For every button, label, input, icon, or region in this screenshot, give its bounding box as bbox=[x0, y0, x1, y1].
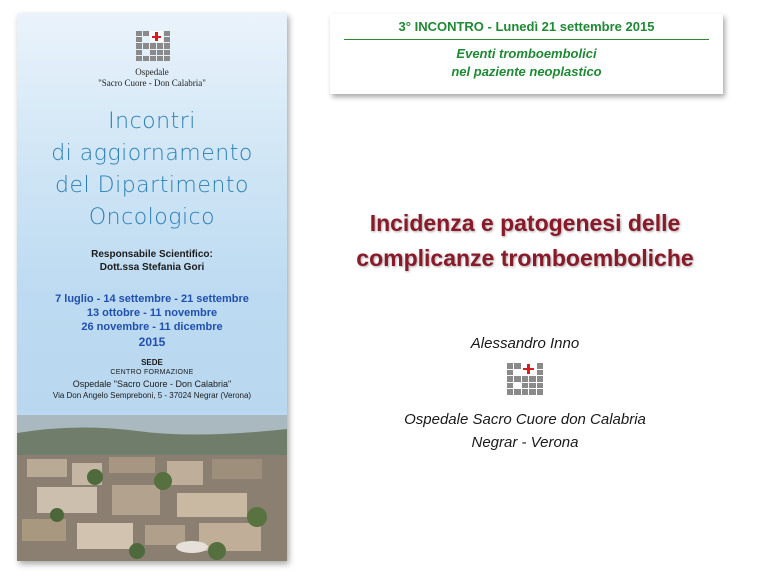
slide-title-line: complicanze tromboemboliche bbox=[356, 245, 694, 271]
brochure-dates-line: 7 luglio - 14 settembre - 21 settembre bbox=[55, 293, 249, 305]
brochure-hospital-subname: "Sacro Cuore - Don Calabria" bbox=[98, 78, 206, 88]
brochure-cover bbox=[17, 13, 287, 561]
brochure-sede-place: CENTRO FORMAZIONE bbox=[110, 369, 194, 376]
brochure-dates-line: 13 ottobre - 11 novembre bbox=[86, 307, 218, 319]
brochure-sede-hospital: Ospedale "Sacro Cuore - Don Calabria" bbox=[72, 379, 232, 389]
aerial-town-photo bbox=[17, 415, 287, 561]
brochure-title-line: del Dipartimento bbox=[55, 173, 249, 198]
brochure-sede-address: Via Don Angelo Sempreboni, 5 - 37024 Negrar (Verona) bbox=[52, 391, 252, 400]
brochure-responsible-name: Dott.ssa Stefania Gori bbox=[99, 262, 205, 273]
brochure-hospital-name: Ospedale bbox=[135, 67, 169, 77]
banner-divider bbox=[344, 39, 709, 40]
brochure-dates-line: 26 novembre - 11 dicembre bbox=[81, 321, 223, 333]
brochure-year: 2015 bbox=[138, 335, 166, 349]
slide-title-line: Incidenza e patogenesi delle bbox=[369, 210, 681, 236]
banner-heading: 3° INCONTRO - Lunedì 21 settembre 2015 bbox=[398, 19, 655, 34]
brochure-title-line: Incontri bbox=[108, 109, 196, 134]
hospital-logo-icon bbox=[507, 363, 543, 395]
hospital-logo-icon bbox=[136, 31, 170, 61]
event-banner bbox=[330, 14, 723, 94]
institution-location: Negrar - Verona bbox=[471, 434, 579, 451]
banner-subtitle-line: Eventi tromboembolici bbox=[456, 46, 597, 61]
brochure-responsible-label: Responsabile Scientifico: bbox=[91, 249, 213, 260]
brochure-title-line: Oncologico bbox=[88, 205, 216, 230]
brochure-title-line: di aggiornamento bbox=[51, 141, 253, 166]
institution-name: Ospedale Sacro Cuore don Calabria bbox=[404, 411, 646, 428]
brochure-sede-label: SEDE bbox=[141, 358, 163, 367]
author-name: Alessandro Inno bbox=[470, 335, 580, 352]
banner-subtitle-line: nel paziente neoplastico bbox=[451, 64, 602, 79]
